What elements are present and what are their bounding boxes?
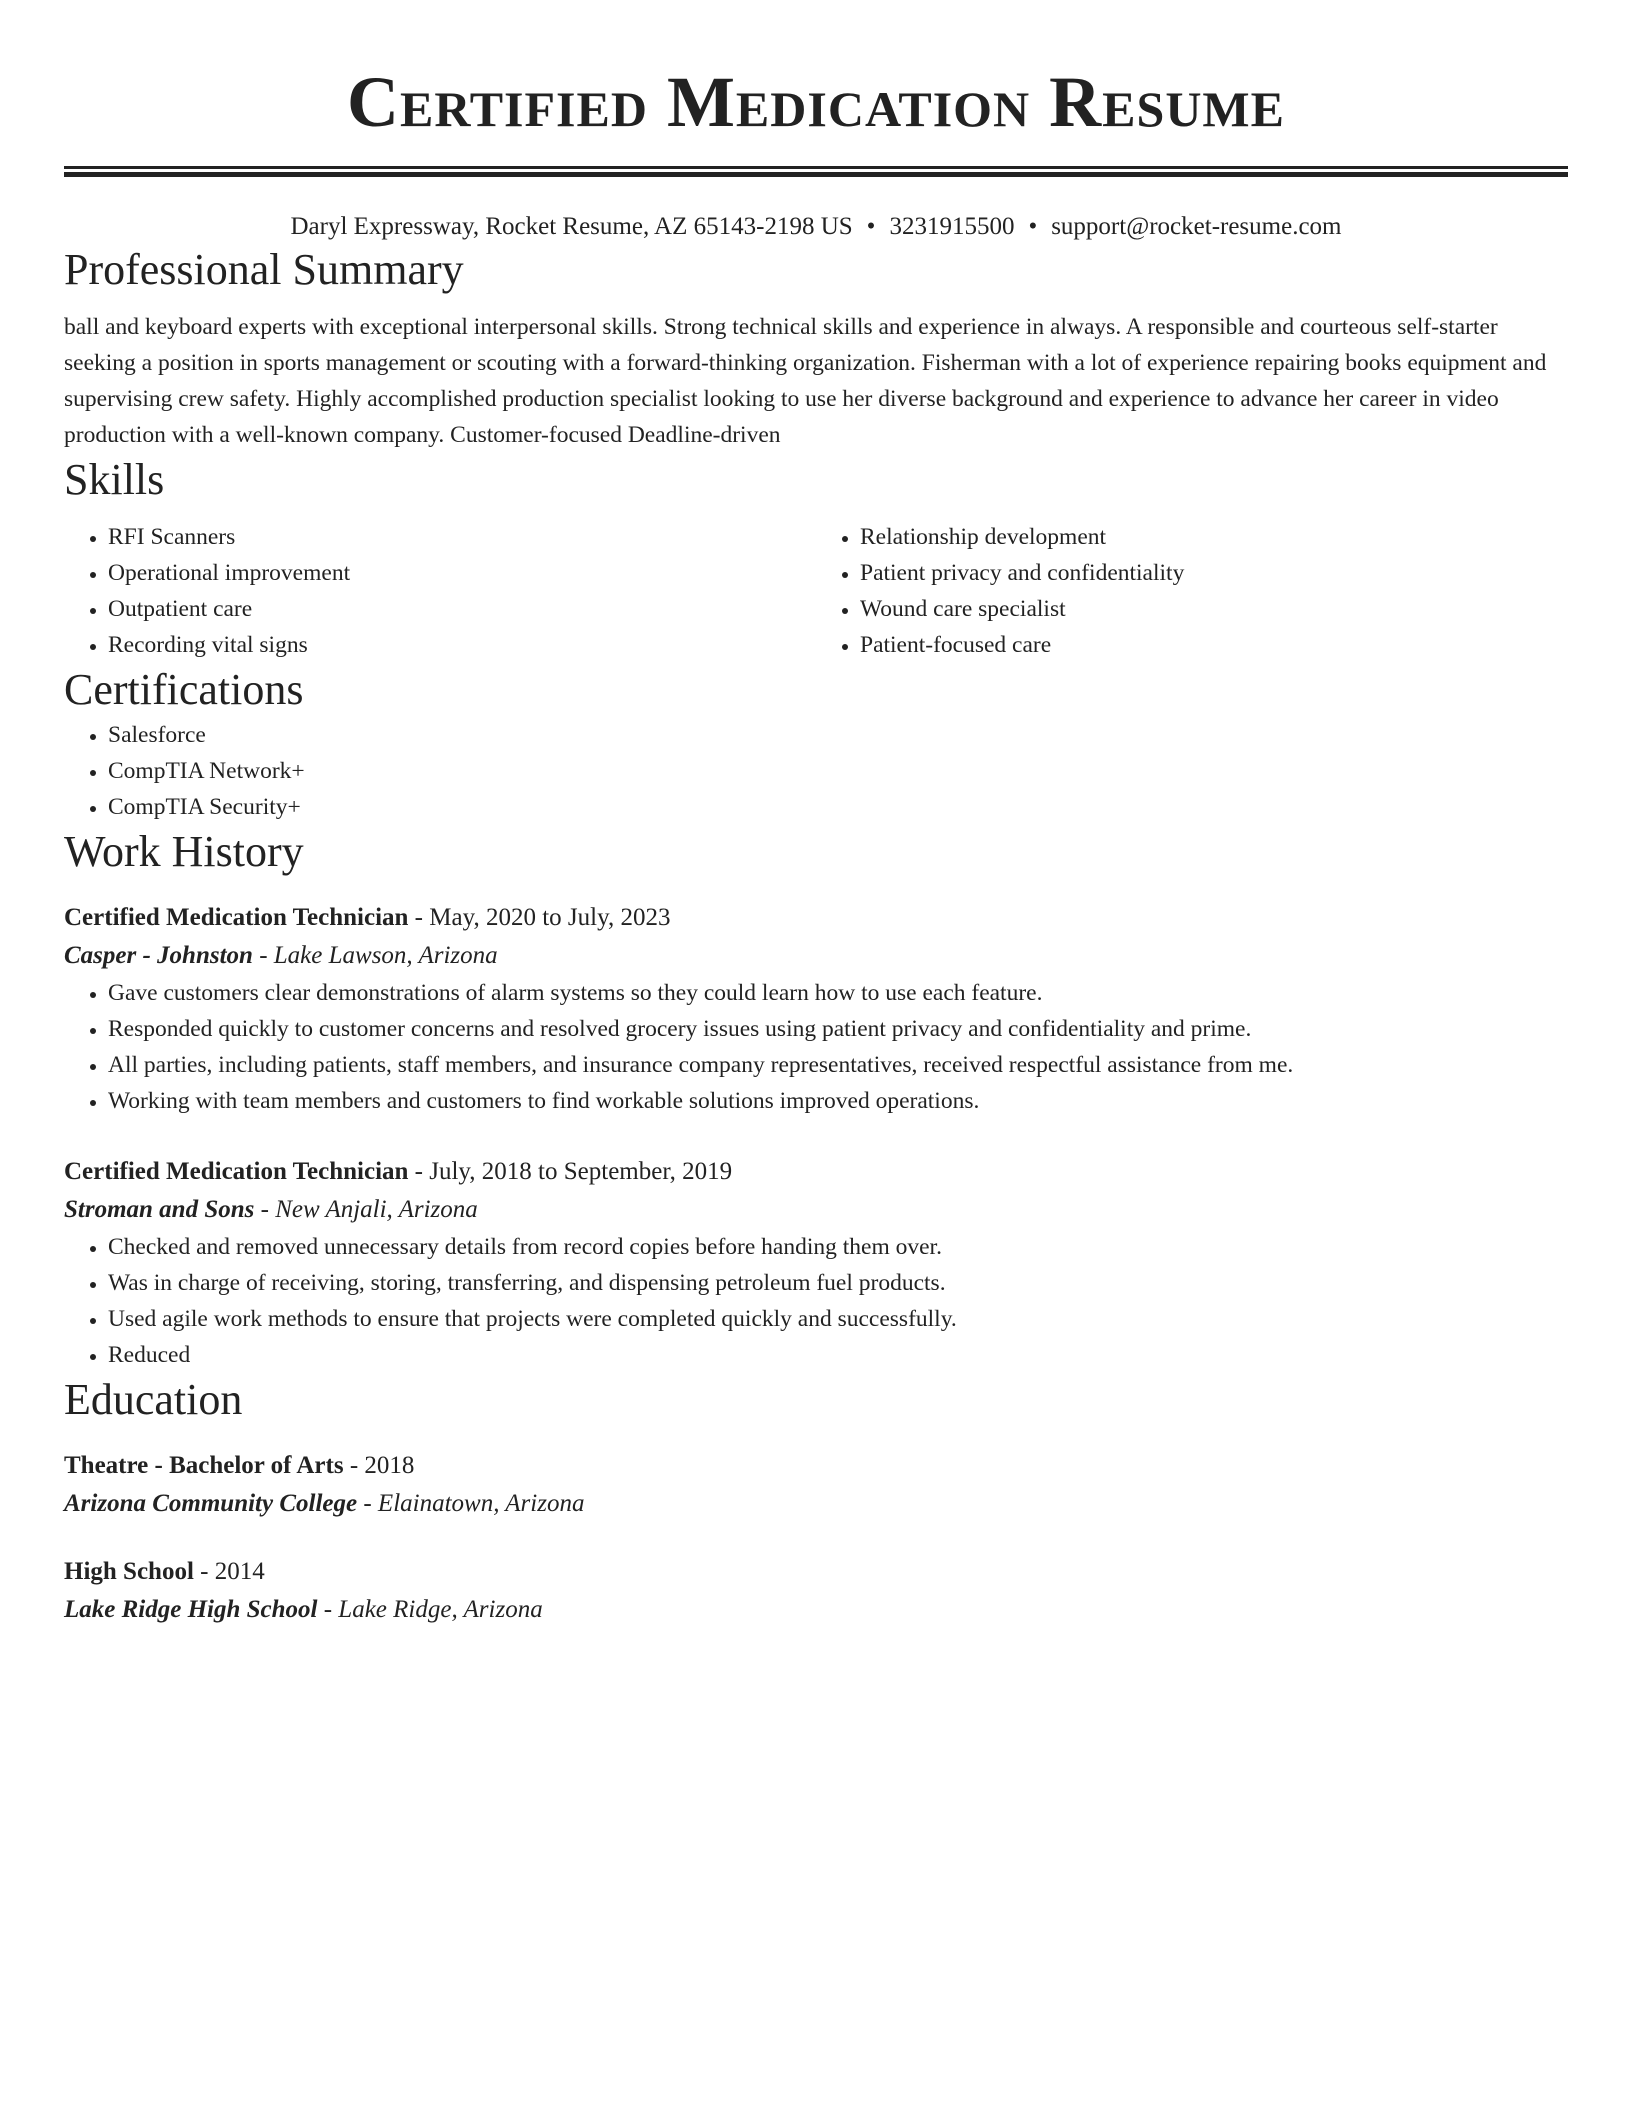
certification-item: • Salesforce [108, 717, 1568, 753]
job-title: Certified Medication Technician [64, 1158, 409, 1185]
job-dates: - July, 2018 to September, 2019 [408, 1158, 733, 1185]
skill-item: • Wound care specialist [860, 591, 1568, 627]
job-entry [64, 1153, 1568, 1373]
skills-column-left [64, 519, 816, 663]
skills-grid [64, 519, 1568, 663]
job-employer-line [64, 937, 1568, 975]
skill-item: • Recording vital signs [108, 627, 816, 663]
certifications-heading: Certifications [64, 665, 304, 714]
education-entry [64, 1447, 1568, 1523]
summary-text: ball and keyboard experts with exceptional interpersonal skills. Strong technical skills and experience in always. A responsible and courteous self-starter seeking a position in sports management or scouting with a forward-thinking organization. Fisherman with a lot of experience repairing books equipment and supervising crew safety. Highly accomplished production specialist looking to use her diverse background and experience to advance her career in video production with a well-known company. Customer-focused Deadline-driven [64, 314, 1547, 448]
skills-list-right [816, 519, 1568, 663]
skill-item: • Patient privacy and confidentiality [860, 555, 1568, 591]
job-company: Stroman and Sons [64, 1196, 255, 1223]
education-degree: High School [64, 1558, 194, 1585]
education-school-line [64, 1485, 1568, 1523]
skills-column-right [816, 519, 1568, 663]
skill-item: • Outpatient care [108, 591, 816, 627]
certification-item: • CompTIA Network+ [108, 753, 1568, 789]
job-entry [64, 899, 1568, 1119]
education-school-line [64, 1591, 1568, 1629]
education-entry [64, 1553, 1568, 1629]
education-header [64, 1553, 1568, 1591]
job-location: - New Anjali, Arizona [254, 1196, 478, 1223]
job-bullet: • Checked and removed unnecessary details from record copies before handing them over. [108, 1229, 1568, 1265]
job-bullet: • All parties, including patients, staff members, and insurance company representatives, received respectful assistance from me. [108, 1047, 1568, 1083]
education-heading: Education [64, 1375, 243, 1424]
contact-address: Daryl Expressway, Rocket Resume, AZ 65143-2198 US [290, 213, 853, 240]
job-bullet: • Working with team members and customers to find workable solutions improved operations. [108, 1083, 1568, 1119]
job-dates: - May, 2020 to July, 2023 [408, 904, 671, 931]
education-header [64, 1447, 1568, 1485]
job-employer-line [64, 1191, 1568, 1229]
contact-line [64, 211, 1568, 243]
skills-list-left [64, 519, 816, 663]
education-location: - Elainatown, Arizona [357, 1490, 585, 1517]
education-location: - Lake Ridge, Arizona [317, 1596, 543, 1623]
education-year: - 2018 [343, 1452, 415, 1479]
contact-phone[interactable]: 3231915500 [889, 213, 1015, 240]
certification-item: • CompTIA Security+ [108, 789, 1568, 825]
job-bullet: • Was in charge of receiving, storing, transferring, and dispensing petroleum fuel products. [108, 1265, 1568, 1301]
title-divider [64, 166, 1568, 177]
job-company: Casper - Johnston [64, 942, 253, 969]
job-header [64, 899, 1568, 937]
contact-email[interactable]: support@rocket-resume.com [1051, 213, 1342, 240]
skills-heading: Skills [64, 455, 165, 504]
education-school: Lake Ridge High School [64, 1596, 318, 1623]
contact-separator: • [866, 213, 876, 240]
job-bullets [64, 1229, 1568, 1373]
contact-separator: • [1028, 213, 1038, 240]
resume-title: Certified Medication Resume [347, 62, 1285, 142]
job-header [64, 1153, 1568, 1191]
skill-item: • Patient-focused care [860, 627, 1568, 663]
education-school: Arizona Community College [64, 1490, 358, 1517]
job-bullets [64, 975, 1568, 1119]
job-bullet: • Reduced [108, 1337, 1568, 1373]
job-bullet: • Gave customers clear demonstrations of alarm systems so they could learn how to use each feature. [108, 975, 1568, 1011]
job-title: Certified Medication Technician [64, 904, 409, 931]
education-year: - 2014 [193, 1558, 265, 1585]
certifications-list [64, 717, 1568, 825]
job-bullet: • Used agile work methods to ensure that projects were completed quickly and successfully. [108, 1301, 1568, 1337]
job-bullet: • Responded quickly to customer concerns and resolved grocery issues using patient privacy and confidentiality and prime. [108, 1011, 1568, 1047]
skill-item: • Relationship development [860, 519, 1568, 555]
skill-item: • Operational improvement [108, 555, 816, 591]
skill-item: • RFI Scanners [108, 519, 816, 555]
education-degree: Theatre - Bachelor of Arts [64, 1452, 344, 1479]
work-history-heading: Work History [64, 827, 304, 876]
job-location: - Lake Lawson, Arizona [252, 942, 498, 969]
summary-heading: Professional Summary [64, 245, 464, 294]
